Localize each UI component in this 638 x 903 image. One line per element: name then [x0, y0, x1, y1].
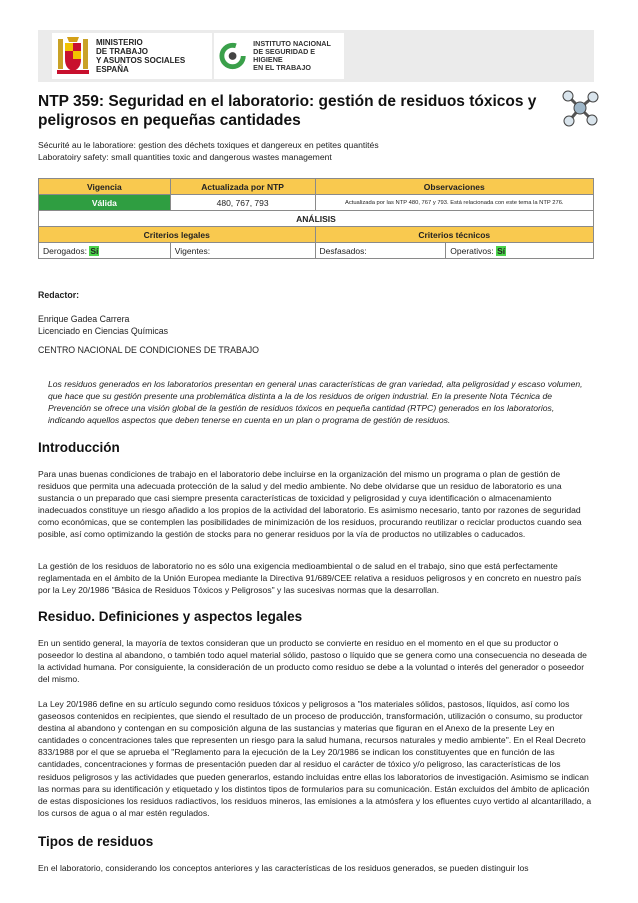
subtitle-french: Sécurité au le laboratiore: gestion des déchets toxiques et dangereux en petites quantités: [38, 140, 379, 150]
actualizada-value: 480, 767, 793: [170, 195, 315, 211]
desfasados-cell: [315, 243, 446, 259]
page-title: NTP 359: Seguridad en el laboratorio: gestión de residuos tóxicos y peligrosos en pequeñas cantidades: [38, 93, 537, 129]
intro-paragraph-2: La gestión de los residuos de laboratorio no es sólo una exigencia medioambiental o de salud en el trabajo, sino que está perfectamente reglamentada en el ámbito de la Unión Europea mediante la Directiva 91/689/CEE relativa a residuos peligrosos y en concreto en nuestro país por la Ley 20/1986 "Básica de Residuos Tóxicos y Peligrosos" y las sucesivas normas que la desarrollan.: [38, 561, 582, 596]
abstract: Los residuos generados en los laboratorios presentan en general unas características de gran variedad, alta peligrosidad y escaso volumen, que hace que su gestión presente una problemática distinta a la de los residuos de origen industrial. En la presente Nota Técnica de Prevención se ofrece una visión global de la gestión de residuos tóxicos en pequeña cantidad (RTPC) generados en los laboratorios, indicando aquellos aspectos que deben tenerse en cuenta en un plan o programa de gestión de residuos.: [48, 379, 583, 425]
operativos-cell: [446, 243, 594, 259]
analisis-header: ANÁLISIS: [39, 211, 594, 227]
derogados-value: Sí: [90, 245, 99, 256]
subtitle-english: Laboratoiry safety: small quantities toxic and dangerous wastes management: [38, 152, 332, 162]
molecule-icon: [560, 88, 600, 128]
vigentes-cell: [170, 243, 315, 259]
institute-name: INSTITUTO NACIONAL DE SEGURIDAD E HIGIENE EN EL TRABAJO: [253, 39, 331, 72]
derogados-cell: [39, 243, 171, 259]
derogados-label: Derogados:: [43, 245, 87, 256]
header-actualizada: Actualizada por NTP: [170, 179, 315, 195]
ministry-name: MINISTERIO DE TRABAJO Y ASUNTOS SOCIALES ESPAÑA: [96, 38, 186, 74]
residuo-paragraph-1: En un sentido general, la mayoría de textos consideran que un producto se convierte en residuo en el momento en el que su productor o poseedor lo destina al abandono, o también todo aquel material sólido, pastoso o líquido que se genera como una consecuencia no deseada de la actividad humana. Por consiguiente, la consideración de un producto como residuo se debe a la voluntad o interés del generador o poseedor del mismo.: [38, 638, 587, 685]
redactor-label: Redactor:: [38, 290, 80, 300]
author-title: Licenciado en Ciencias Químicas: [38, 326, 169, 336]
subtitle: [38, 139, 379, 163]
intro-paragraph-1: Para unas buenas condiciones de trabajo en el laboratorio debe incluirse en la organización del mismo un programa o plan de gestión de residuos que permita una adecuada protección de la salud y del medio ambiente. No debe olvidarse que un residuo de laboratorio es una sustancia o un preparado que casi siempre presenta características de toxicidad y peligrosidad y cuya identificación o almacenamiento inadecuados constituye un riesgo añadido a los propios de la actividad del laboratorio. Es asimismo necesario, tanto por razones de seguridad como económicas, que se contemplen las posibilidades de minimización de los residuos, procurando reutilizar o reciclar productos cuando sea posible, así como optimizando la gestión de stocks para no generar residuos por la vía de productos no utilizables o caducados.: [38, 469, 582, 540]
author-block: [38, 313, 168, 337]
header-vigencia: Vigencia: [39, 179, 171, 195]
organization: CENTRO NACIONAL DE CONDICIONES DE TRABAJO: [38, 345, 259, 355]
coat-of-arms-icon: [56, 35, 90, 77]
ministry-logo: [52, 33, 212, 79]
desfasados-label: Desfasados:: [319, 245, 367, 256]
insht-ring-icon: [218, 41, 247, 71]
section-heading-introduccion: Introducción: [38, 440, 120, 455]
header-observaciones: Observaciones: [315, 179, 594, 195]
vigentes-label: Vigentes:: [174, 245, 211, 256]
operativos-label: Operativos:: [450, 245, 494, 256]
criterios-legales-header: Criterios legales: [39, 227, 316, 243]
section-heading-residuo: Residuo. Definiciones y aspectos legales: [38, 609, 303, 624]
author-name: Enrique Gadea Carrera: [38, 314, 130, 324]
criterios-tecnicos-header: Criterios técnicos: [315, 227, 594, 243]
observaciones-value: Actualizada por las NTP 480, 767 y 793. Está relacionada con este tema la NTP 276.: [315, 195, 594, 211]
operativos-value: Sí: [497, 245, 506, 256]
vigencia-value: Válida: [39, 195, 171, 211]
section-heading-tipos: Tipos de residuos: [38, 834, 154, 849]
residuo-paragraph-2: La Ley 20/1986 define en su artículo segundo como residuos tóxicos y peligrosos a "los materiales sólidos, pastosos, líquidos, así como los gaseosos contenidos en recipientes, que siendo el resultado de un proceso de producción, transformación, utilización o consumo, su productor destina al abandono y contengan en su composición alguna de las sustancias y materias que figuran en el Anexo de la presente Ley en cantidades o concentraciones tales que representen un riesgo para la salud humana, recursos naturales y medio ambiente". En el Real Decreto 833/1988 por el que se aprueba el "Reglamento para la ejecución de la Ley 20/1986 se indican los constituyentes que en función de las cantidades, concentraciones y formas de presentación pueden dar al residuo el carácter de tóxico y/o peligroso, las características de los residuos peligrosos y las actividades que pueden generarlos, estando incluidas entre ellas los laboratorios de investigación. Asimismo se indican las normas para su identificación y etiquetado y los distintos tipos de formularios para su comunicación. Están excluidos del ámbito de aplicación de estas disposiciones los residuos radiactivos, los residuos mineros, las emisiones a la atmósfera y los efluentes cuyo vertido al alcantarillado, a los cursos de agua o al mar estén regulados.: [38, 699, 592, 818]
tipos-paragraph-1: En el laboratorio, considerando los conceptos anteriores y las características de los residuos generados, se pueden distinguir los: [38, 863, 529, 873]
institute-logo: [214, 33, 344, 79]
ntp-status-table: [38, 178, 594, 259]
